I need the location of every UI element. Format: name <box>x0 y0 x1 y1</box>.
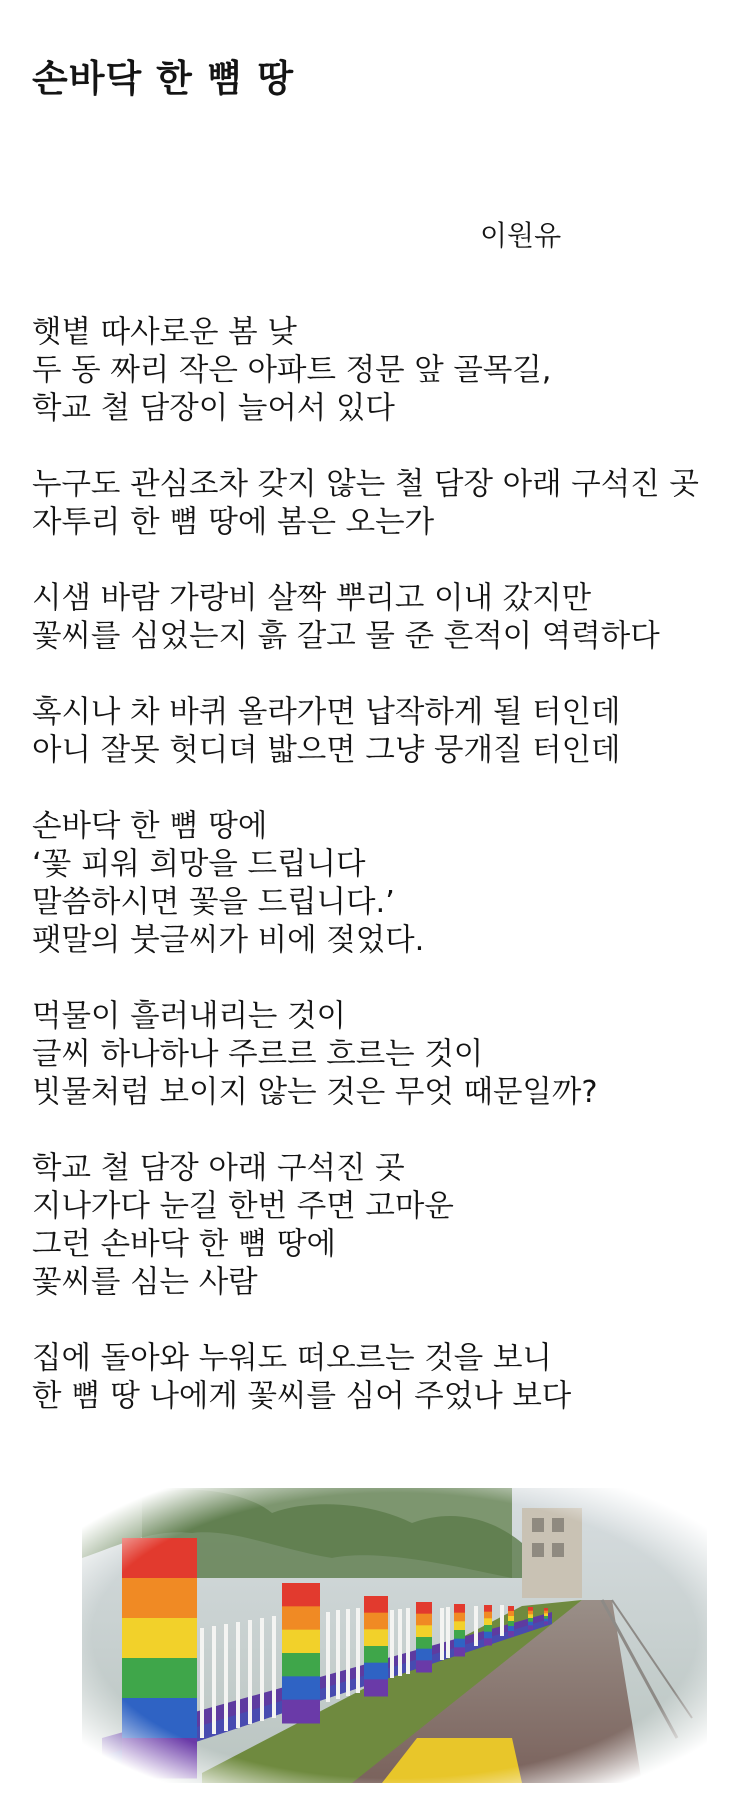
poem-line: 팻말의 붓글씨가 비에 젖었다. <box>32 923 425 958</box>
poem-line: 누구도 관심조차 갖지 않는 철 담장 아래 구석진 곳 <box>32 467 699 502</box>
poem-line: 손바닥 한 뼘 땅에 <box>32 809 268 844</box>
stanza <box>32 466 732 542</box>
poem-line: 학교 철 담장 아래 구석진 곳 <box>32 1151 405 1186</box>
poem-line: 글씨 하나하나 주르르 흐르는 것이 <box>32 1037 484 1072</box>
stanza <box>32 580 732 656</box>
poem-line: 자투리 한 뼘 땅에 봄은 오는가 <box>32 505 435 540</box>
poem-line: 먹물이 흘러내리는 것이 <box>32 999 347 1034</box>
poem-line: 꽃씨를 심는 사람 <box>32 1265 258 1300</box>
stanza <box>32 694 732 770</box>
poem-line: 두 동 짜리 작은 아파트 정문 앞 골목길, <box>32 353 552 388</box>
poem-line: 그런 손바닥 한 뼘 땅에 <box>32 1227 336 1262</box>
poem-line: 학교 철 담장이 늘어서 있다 <box>32 391 395 426</box>
poem-title: 손바닥 한 뼘 땅 <box>32 57 295 100</box>
poem-line: ‘꽃 피워 희망을 드립니다 <box>32 847 366 882</box>
poem-body <box>32 314 732 1454</box>
rainbow-fence-photo <box>82 1488 707 1783</box>
stanza <box>32 998 732 1112</box>
stanza <box>32 1150 732 1302</box>
poem-line: 집에 돌아와 누워도 떠오르는 것을 보니 <box>32 1341 552 1376</box>
poem-line: 빗물처럼 보이지 않는 것은 무엇 때문일까? <box>32 1075 598 1110</box>
poem-line: 말씀하시면 꽃을 드립니다.’ <box>32 885 395 920</box>
stanza <box>32 808 732 960</box>
poem-line: 햇볕 따사로운 봄 낮 <box>32 315 297 350</box>
poem-line: 지나가다 눈길 한번 주면 고마운 <box>32 1189 454 1224</box>
poem-line: 한 뼘 땅 나에게 꽃씨를 심어 주었나 보다 <box>32 1379 572 1414</box>
stanza <box>32 1340 732 1416</box>
stanza <box>32 314 732 428</box>
poem-author: 이원유 <box>480 219 562 252</box>
poem-line: 시샘 바람 가랑비 살짝 뿌리고 이내 갔지만 <box>32 581 592 616</box>
poem-line: 혹시나 차 바퀴 올라가면 납작하게 될 터인데 <box>32 695 621 730</box>
poem-line: 아니 잘못 헛디뎌 밟으면 그냥 뭉개질 터인데 <box>32 733 621 768</box>
poem-line: 꽃씨를 심었는지 흙 갈고 물 준 흔적이 역력하다 <box>32 619 660 654</box>
